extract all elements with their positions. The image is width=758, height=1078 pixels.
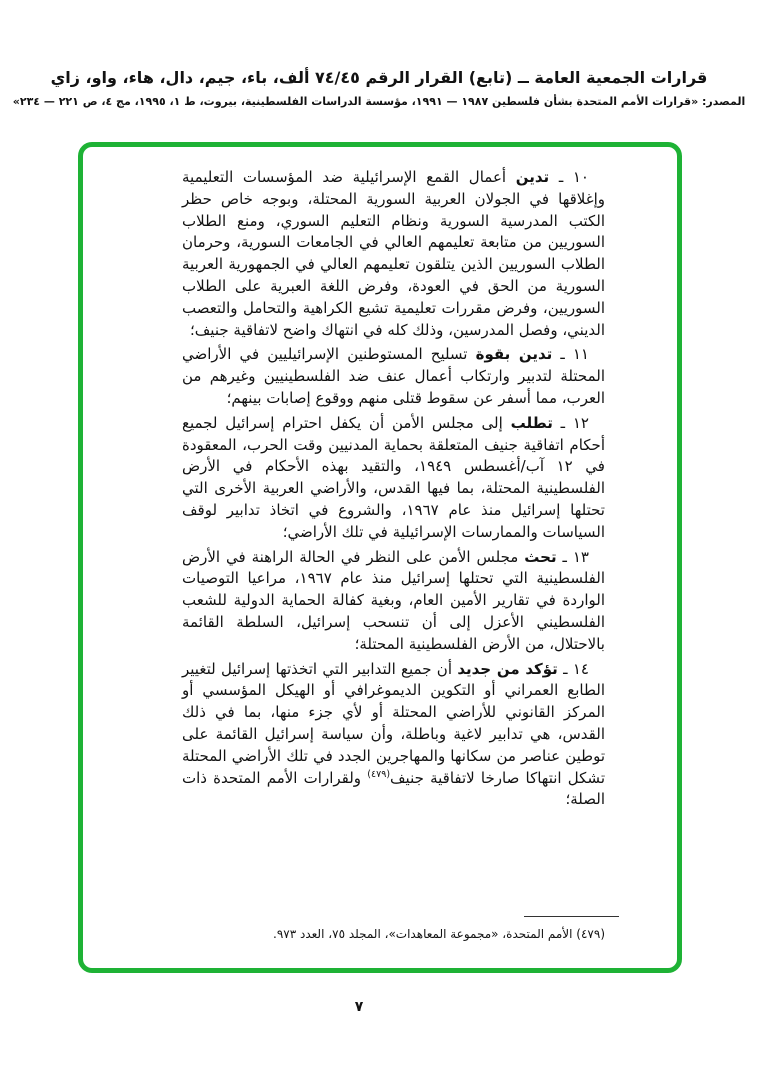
footnote-ref: (٤٧٩) [367,768,391,780]
paragraph-body: أعمال القمع الإسرائيلية ضد المؤسسات التعليمية وإغلاقها في الجولان العربية السورية المحتلة، وبوجه خاص حظر الكتب المدرسية السورية ونظام التعليم السوري، ومنع الطلاب السوريين من متابعة تعليمهم العالي في الجامعات السورية، وحرمان الطلاب السوريين الذين يتلقون تعليمهم العالي في الجمهورية العربية السورية من الحق في العودة، وفرض اللغة العبرية على الطلاب السوريين، وفرض مقررات تعليمية تشيع الكراهية والتحامل والتعصب الديني، وفصل المدرسين، وذلك كله في انتهاك واضح لاتفاقية جنيف؛ [182,168,605,339]
resolution-paragraph-14 [182,659,605,812]
paragraph-dash: ـ [563,659,568,678]
paragraph-lead-verb: تؤكد من جديد [457,659,558,678]
paragraph-lead-verb: تطلب [510,413,553,432]
paragraph-dash: ـ [560,345,565,364]
paragraph-number: ١٤ [572,659,589,678]
page-number: ٧ [354,999,364,1015]
paragraph-body: إلى مجلس الأمن أن يكفل احترام إسرائيل لجميع أحكام اتفاقية جنيف المتعلقة بحماية المدنيين وقت الحرب، المعقودة في ١٢ آب/أغسطس ١٩٤٩، والتقيد بهذه الأحكام في الأرض الفلسطينية المحتلة، بما فيها القدس، والأراضي العربية الأخرى التي تحتلها إسرائيل منذ عام ١٩٦٧، والشروع في اتخاذ تدابير لوقف السياسات والممارسات الإسرائيلية في تلك الأراضي؛ [182,413,605,541]
paragraph-number: ١٢ [572,413,589,432]
footnote-separator [524,916,619,917]
footnote-block [182,916,605,942]
paragraph-body: أن جميع التدابير التي اتخذتها إسرائيل لتغيير الطابع العمراني أو التكوين الديموغرافي أو الهيكل المؤسسي أو المركز القانوني للأراضي المحتلة أو لأي جزء منها، بما في ذلك القدس، هي تدابير لاغية وباطلة، وأن سياسة إسرائيل القائمة على توطين عناصر من سكانها والمهاجرين الجدد في تلك الأراضي المحتلة تشكل انتهاكا صارخا لاتفاقية جنيف [182,659,605,787]
resolution-paragraph-11 [182,344,605,409]
paragraph-lead-verb: تحث [524,547,557,566]
paragraph-number: ١٣ [572,547,589,566]
paragraph-dash: ـ [558,168,564,186]
paragraph-tail: ولقرارات الأمم المتحدة ذات الصلة؛ [182,768,605,809]
paragraph-dash: ـ [560,413,566,432]
page-header [0,68,758,108]
paragraph-lead-verb: تدين بقوة [475,345,553,364]
footnote-text: (٤٧٩) الأمم المتحدة، «مجموعة المعاهدات»، المجلد ٧٥، العدد ٩٧٣. [273,927,605,941]
resolution-paragraph-12 [182,413,605,544]
paragraph-number: ١١ [572,345,589,364]
paragraph-lead-verb: تدين [515,168,550,186]
resolution-paragraph-13 [182,547,605,656]
paragraph-dash: ـ [562,547,567,566]
paragraph-number: ١٠ [572,168,589,186]
resolution-text-column [182,167,605,814]
paragraph-body: تسليح المستوطنين الإسرائيليين في الأراضي المحتلة لتدبير وارتكاب أعمال عنف ضد الفلسطينيين وغيرهم من العرب، مما أسفر عن سقوط قتلى منهم ووقوع إصابات بينهم؛ [182,345,605,407]
document-title: قرارات الجمعية العامة ــ (تابع) القرار الرقم ٧٤/٤٥ ألف، باء، جيم، دال، هاء، واو، زاي [50,68,708,87]
resolution-paragraph-10 [182,167,605,341]
paragraph-body: مجلس الأمن على النظر في الحالة الراهنة في الأرض الفلسطينية التي تحتلها إسرائيل منذ عام ١٩٦٧، مراعيا التوصيات الواردة في تقارير الأمين العام، وبغية كفالة الحماية الدولية للشعب الفلسطيني الأعزل إلى أن تنسحب إسرائيل، السلطة القائمة بالاحتلال، من الأرض الفلسطينية المحتلة؛ [182,547,606,653]
source-line: المصدر: «قرارات الأمم المتحدة بشأن فلسطين ١٩٨٧ — ١٩٩١، مؤسسة الدراسات الفلسطينية، بيروت، ط ١، ١٩٩٥، مج ٤، ص ٢٢١ — ٢٣٤» [12,95,746,108]
resolution-green-box [78,142,682,973]
